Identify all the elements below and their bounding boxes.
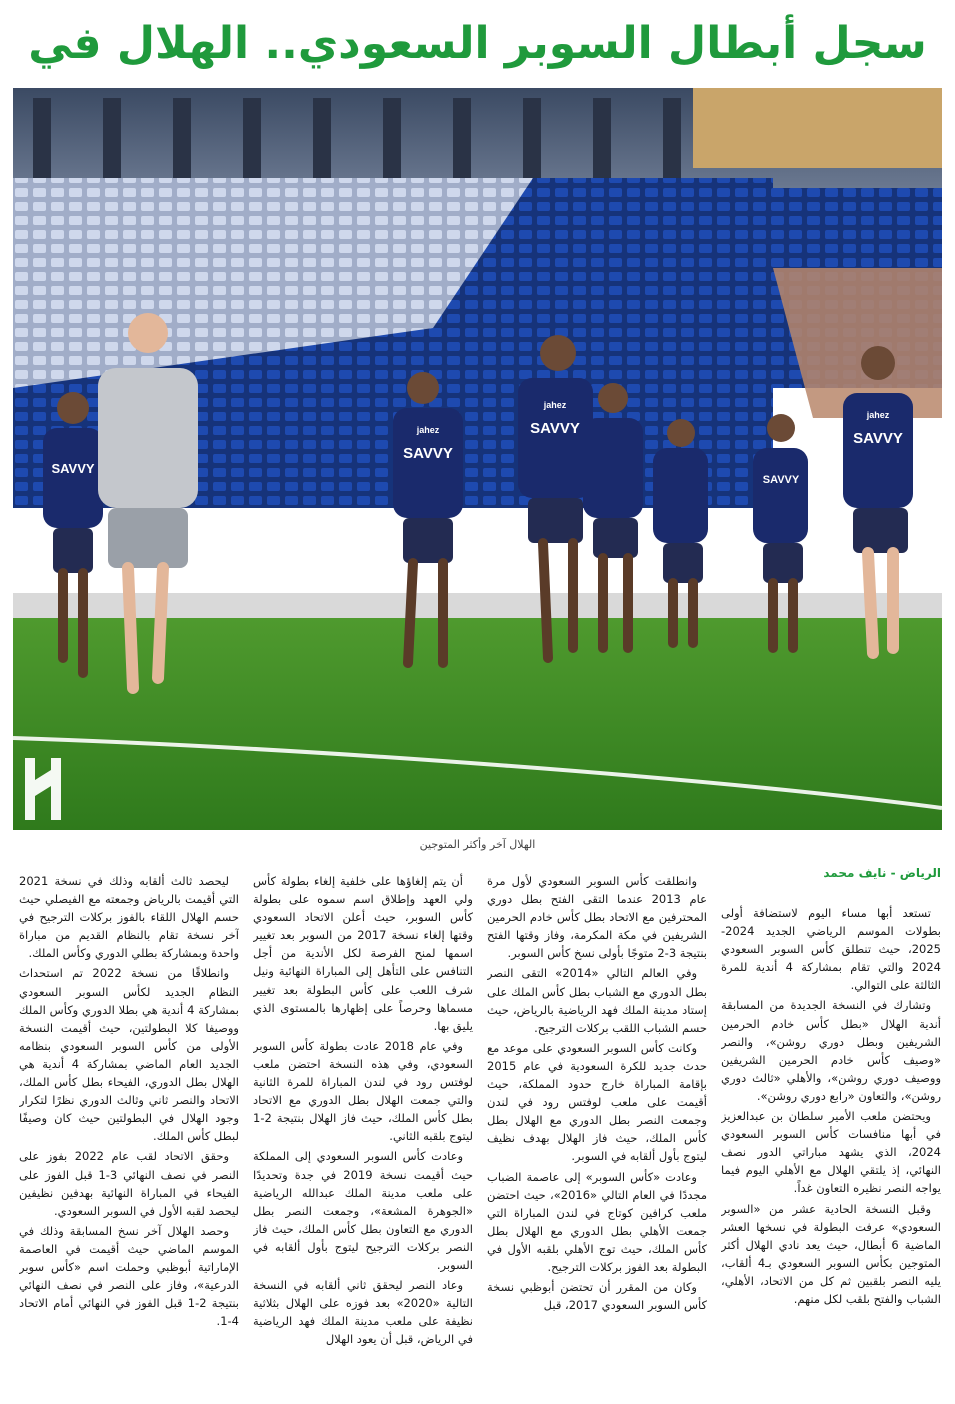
paragraph: وفي العالم التالي «2014» التقى النصر بطل الدوري مع الشباب بطل كأس الملك على إستاد مدينة الملك فهد الرياضية بالرياض، حيث حسم الشباب اللقب بركلات الترجيح.	[487, 966, 707, 1035]
article-column-1	[721, 904, 941, 1404]
shirt-text: SAVVY	[51, 461, 95, 476]
paragraph: أن يتم إلغاؤها على خلفية إلغاء بطولة كأس ولي العهد وإطلاق اسم سموه على بطولة كأس السوبر، حيث أعلن الاتحاد السعودي وقتها إلغاء نسخة 2017 من السوبر بعد تغيير اسمها لمنح الفرصة لكل الأندية من أجل التنافس على التأهل إلى المباراة النهائية ونيل شرف اللعب على كأس البطولة بعد تغيير مسماها وحرصاً على إظهارها بالمستوى الذي يليق بها.	[253, 874, 473, 1033]
paragraph: وتشارك في النسخة الجديدة من المسابقة أندية الهلال «بطل كأس خادم الحرمين الشريفين وبطل دوري روشن»، والنصر «وصيف كأس خادم الحرمين الشريفين ووصيف دوري روشن»، والأهلي «ثالث دوري روشن»، والتعاون «رابع دوري روشن».	[721, 998, 941, 1103]
shirt-text: SAVVY	[762, 474, 800, 486]
paragraph: ويحتضن ملعب الأمير سلطان بن عبدالعزيز في أبها منافسات كأس السوبر السعودي 2024، الذي يشهد مباراتي الدور نصف النهائي، إذ يلتقي الهلال مع الأهلي اليوم فيما يواجه النصر نظيره التعاون غداً.	[721, 1109, 941, 1196]
paragraph: وانطلقت كأس السوبر السعودي لأول مرة عام 2013 عندما التقى الفتح بطل دوري المحترفين مع الاتحاد بطل كأس خادم الحرمين الشريفين في مكة المكرمة، وفاز وقتها الفتح بنتيجة 3-2 متوجًا بأولى نسخ كأس السوبر.	[487, 874, 707, 961]
article-column-2	[487, 872, 707, 1372]
sponsor-text: jahez	[866, 410, 890, 420]
paragraph: تستعد أبها مساء اليوم لاستضافة أولى بطولات الموسم الرياضي الجديد 2024-2025، حيث تنطلق كأس السوبر السعودي 2024 والتي تقام بمشاركة 4 أندية للمرة الثالثة على التوالي.	[721, 906, 941, 993]
paragraph: وعاد النصر ليحقق ثاني ألقابه في النسخة التالية «2020» بعد فوزه على الهلال بثلاثية نظيفة على ملعب مدينة الملك فهد الرياضية في الرياض، قبل أن يعود الهلال	[253, 1278, 473, 1347]
paragraph: وفي عام 2018 عادت بطولة كأس السوبر السعودي، وفي هذه النسخة احتضن ملعب لوفتس رود في لندن المباراة للمرة الثانية والتي جمعت الهلال بطل الدوري مع الاتحاد بطل كأس الملك، حيث فاز الهلال بنتيجة 2-1 ليتوج بلقبه الثاني.	[253, 1038, 473, 1144]
shirt-text: SAVVY	[530, 420, 580, 437]
article-photo	[13, 88, 942, 830]
photo-caption: الهلال آخر وأكثر المتوجين	[419, 838, 536, 851]
headline: سجل أبطال السوبر السعودي.. الهلال في	[28, 18, 927, 69]
paragraph: وحقق الاتحاد لقب عام 2022 بفوز على النصر في نصف النهائي 3-1 قبل الفوز على الفيحاء في المباراة النهائية بهدفين نظيفين ليحصد لقبه الأول في السوبر السعودي.	[19, 1149, 239, 1218]
paragraph: وعادت كأس السوبر السعودي إلى المملكة حيث أقيمت نسخة 2019 في جدة وتحديدًا على ملعب مدينة الملك عبدالله الرياضية «الجوهرة المشعة»، وجمعت النصر بطل الدوري مع التعاون بطل كأس الملك، حيث فاز النصر بركلات الترجيح ليتوج بأول ألقابه في السوبر.	[253, 1149, 473, 1272]
sponsor-text: jahez	[416, 425, 440, 435]
paragraph: وانطلاقًا من نسخة 2022 تم استحداث النظام الجديد لكأس السوبر السعودي بمشاركة 4 أندية هي بطلا الدوري وكأس الملك ووصيفا كلا البطولتين، حيث أقيمت النسخة الأولى من كأس السوبر السعودي بنظامه الجديد العام الماضي بمشاركة 4 أندية هي الهلال بطل الدوري، الفيحاء بطل كأس الملك، الاتحاد والنصر ثاني وثالث الدوري نظرًا لتكرار وجود الهلال في البطولتين حيث كان وصيفًا لبطل كأس الملك.	[19, 966, 239, 1144]
shirt-text: SAVVY	[403, 445, 453, 462]
paragraph: وكان من المقرر أن تحتضن أبوظبي نسخة كأس السوبر السعودي 2017، قبل	[487, 1280, 707, 1313]
paragraph: ليحصد ثالث ألقابه وذلك في نسخة 2021 التي أقيمت بالرياض وجمعته مع الفيصلي حيث حسم الهلال اللقاء بالفوز بركلات الترجيح في آخر نسخة تقام بالنظام القديم من مباراة واحدة وبمشاركة بطلي الدوري وكأس الملك.	[19, 874, 239, 961]
article-column-4	[19, 872, 239, 1372]
byline: الرياض - نايف محمد	[823, 866, 941, 880]
sponsor-text: jahez	[543, 400, 567, 410]
paragraph: وعادت «كأس السوبر» إلى عاصمة الضباب مجددًا في العام التالي «2016»، حيث احتضن ملعب كرافين كوتاج في لندن المباراة التي جمعت الأهلي بطل الدوري مع الهلال بطل كأس الملك، حيث توج الأهلي بلقبه الأول في البطولة بعد الفوز بركلات الترجيح.	[487, 1169, 707, 1274]
article-column-3	[253, 872, 473, 1372]
paragraph: وكانت كأس السوبر السعودي على موعد مع حدث جديد للكرة السعودية في عام 2015 بإقامة المباراة خارج حدود المملكة، حيث أقيمت على ملعب لوفتس رود في لندن وجمعت النصر بطل الدوري مع الهلال بطل كأس الملك، حيث فاز الهلال بهدف نظيف ليتوج بأول ألقابه في السوبر.	[487, 1040, 707, 1164]
shirt-text: SAVVY	[853, 430, 903, 447]
paragraph: وحصد الهلال آخر نسخ المسابقة وذلك في الموسم الماضي حيث أقيمت في العاصمة الإماراتية أبوظبي وحملت اسم «كأس سوبر الدرعية»، وفاز على النصر في نصف النهائي بنتيجة 2-1 قبل الفوز في النهائي أمام الاتحاد 4-1.	[19, 1223, 239, 1329]
paragraph: وقبل النسخة الحادية عشر من «السوبر السعودي» عرفت البطولة في نسخها العشر الماضية 6 أبطال، حيث يعد نادي الهلال أكثر المتوجين بكأس السوبر السعودي بـ4 ألقاب، يليه النصر بلقبين ثم كل من الاتحاد، الأهلي، الشباب والفتح بلقب لكل منهم.	[721, 1201, 941, 1306]
